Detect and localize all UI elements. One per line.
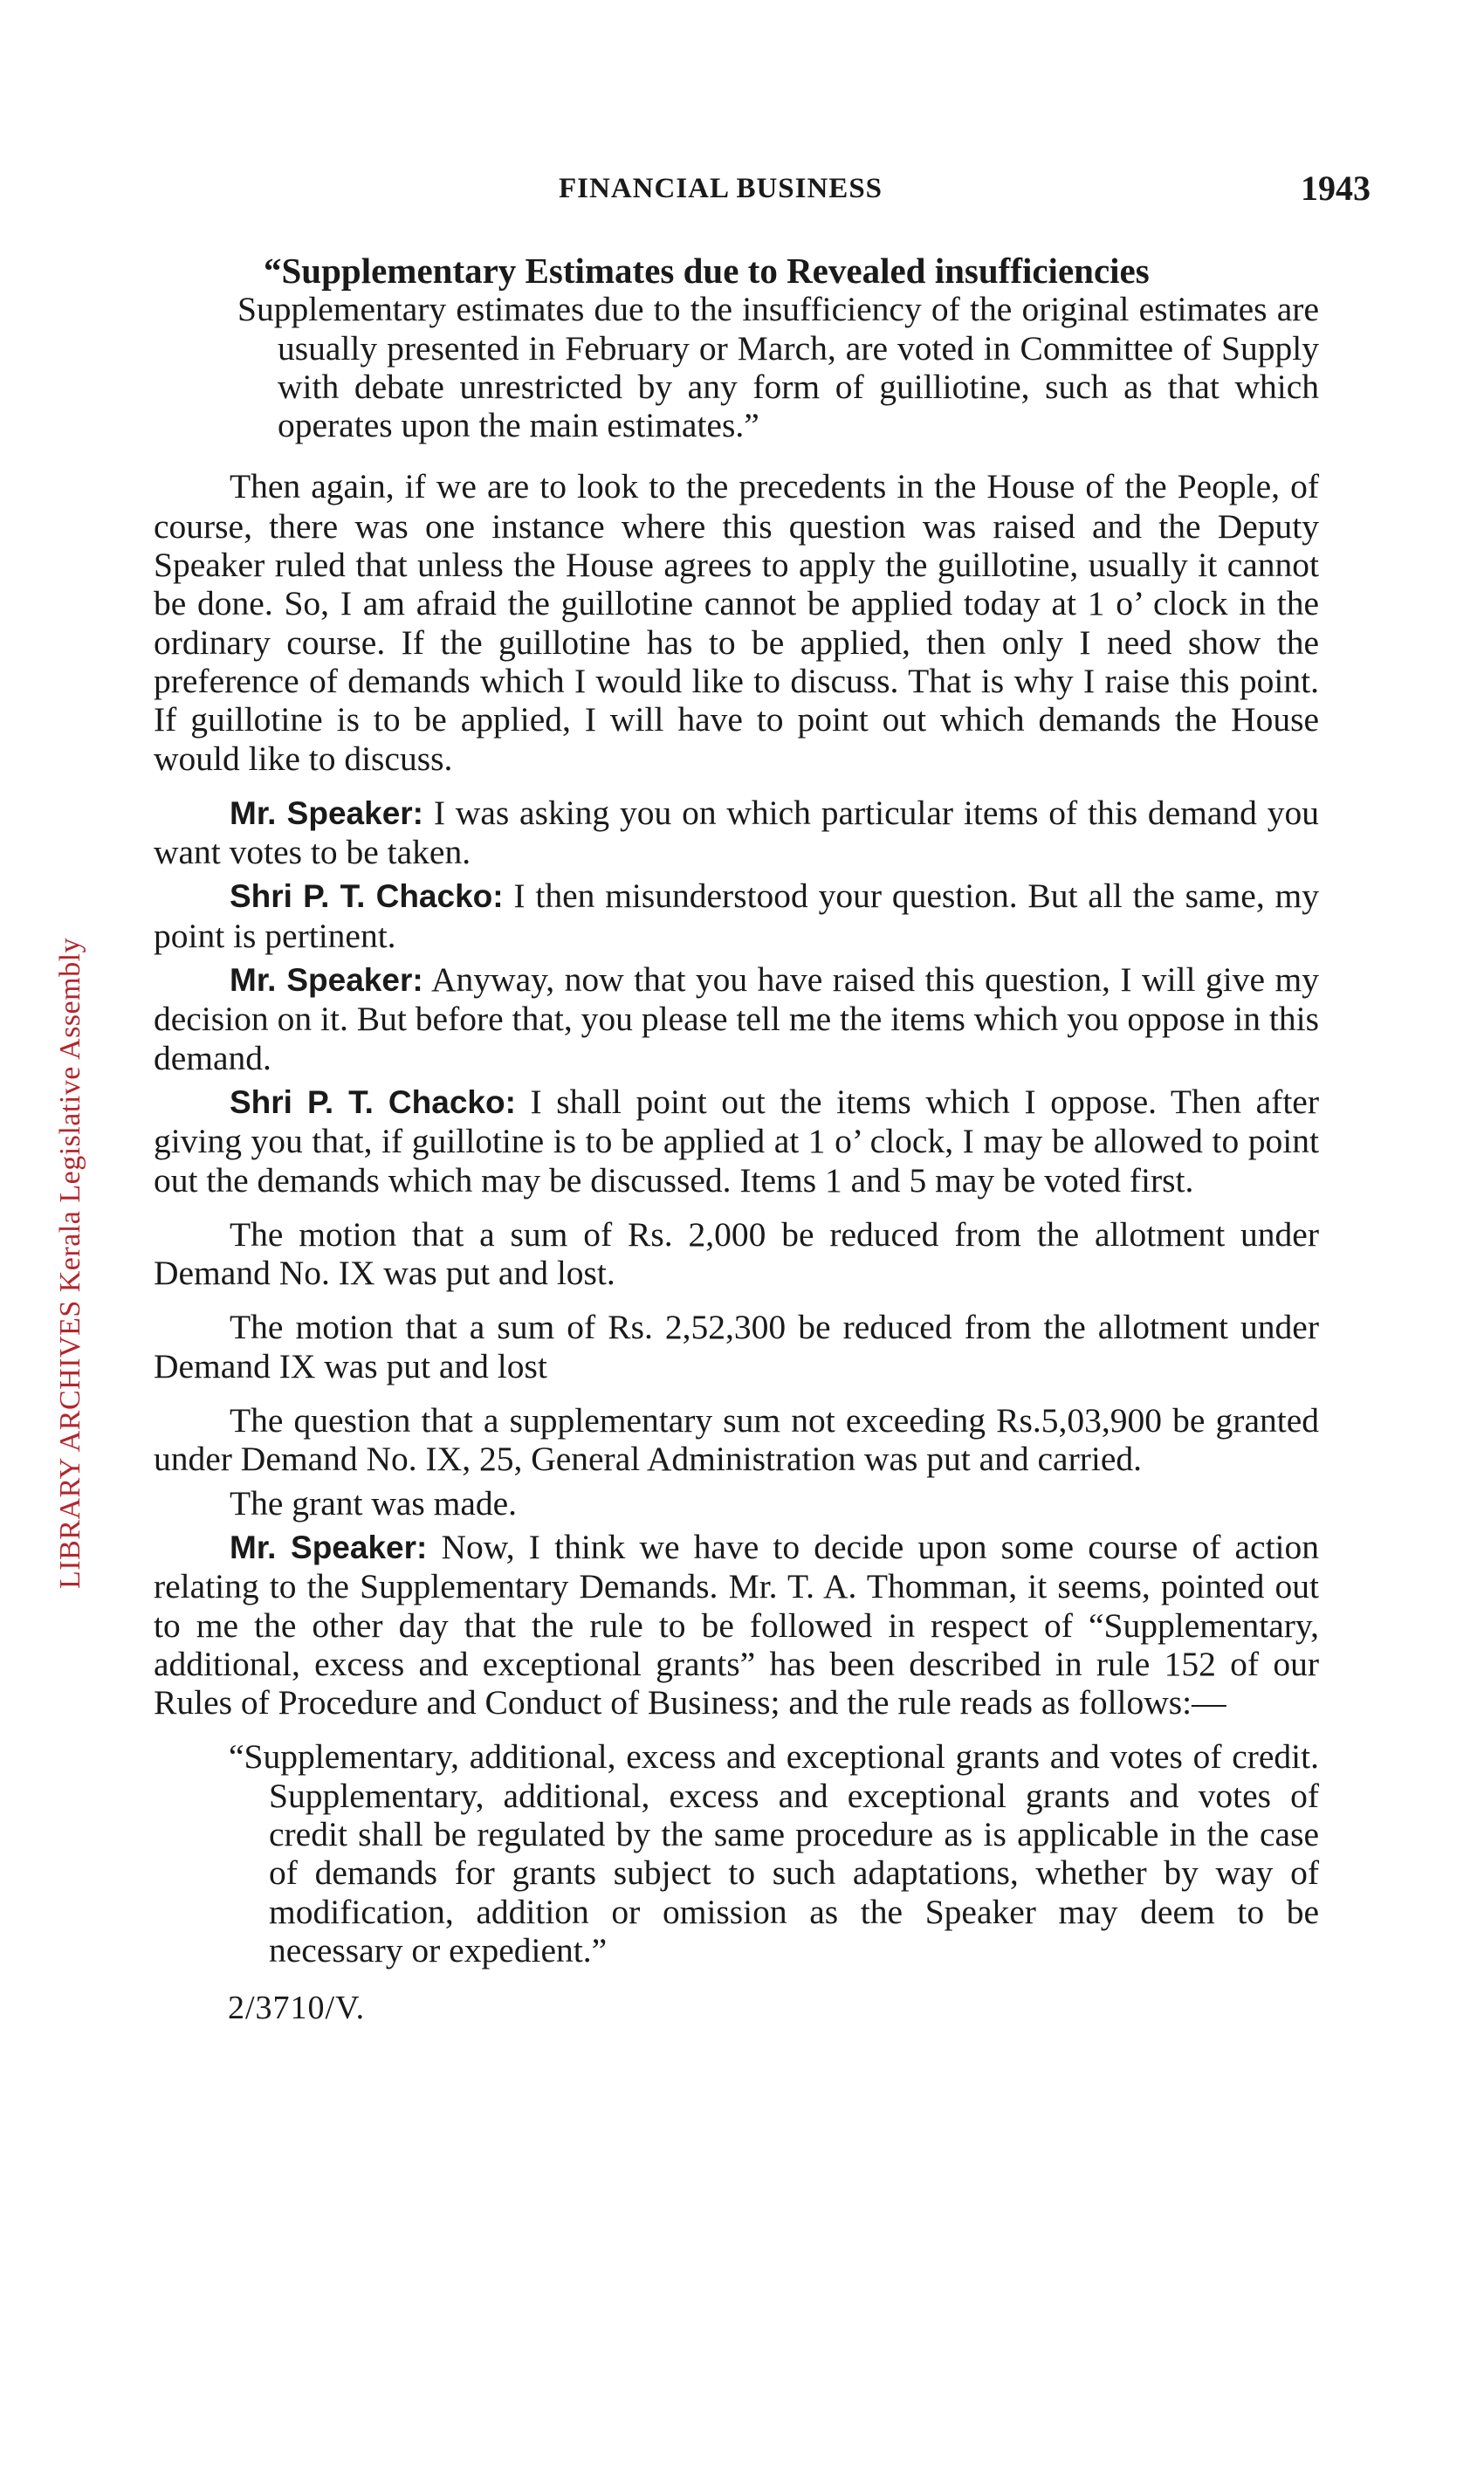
paragraph-text: The grant was made.	[230, 1483, 518, 1523]
paragraph-text: I then misunderstood your question. But all the same, my point is pertinent.	[154, 877, 1319, 955]
paragraph-text: The question that a supplementary sum not exceeding Rs.5,03,900 be granted under Demand No. IX, 25, General Administration was put and carried.	[154, 1401, 1319, 1479]
paragraph-text: Then again, if we are to look to the precedents in the House of the People, of course, there was one instance where this question was raised and the Deputy Speaker ruled that unless the House agrees to apply the guillotine, usually it cannot be done. So, I am afraid the guillotine cannot be applied today at 1 o’ clock in the ordinary course. If the guillotine has to be applied, then only I need show the preference of demands which I would like to discuss. That is why I raise this point. If guillotine is to be applied, I will have to point out which demands the House would like to discuss.	[154, 467, 1319, 778]
paragraph-8	[154, 1401, 1319, 1479]
quote-title: “Supplementary Estimates due to Revealed insufficiencies	[264, 251, 1150, 291]
speaker-label: Mr. Speaker:	[230, 794, 423, 831]
paragraph-text: The motion that a sum of Rs. 2,52,300 be reduced from the allotment under Demand IX was put and lost	[154, 1308, 1319, 1385]
archive-watermark: LIBRARY ARCHIVES Kerala Legislative Assembly	[54, 937, 86, 1589]
paragraph-5	[154, 1083, 1319, 1200]
paragraph-text: I was asking you on which particular items of this demand you want votes to be taken.	[154, 793, 1319, 872]
paragraph-7	[154, 1308, 1319, 1385]
paragraph-1	[154, 467, 1319, 777]
quote-body: Supplementary estimates due to the insufficiency of the original estimates are usually presented in February or March, are voted in Committee of Supply with debate unrestricted by any form of guilliotine, such as that which operates upon the main estimates.”	[237, 290, 1319, 445]
paragraph-text: Anyway, now that you have raised this question, I will give my decision on it. But before that, you please tell me the items which you oppose in this demand.	[154, 960, 1319, 1077]
speaker-label: Mr. Speaker:	[230, 962, 423, 999]
page-number: 1943	[1301, 168, 1371, 208]
paragraph-6	[154, 1215, 1319, 1293]
running-head: FINANCIAL BUSINESS	[559, 173, 883, 204]
print-code: 2/3710/V.	[228, 1990, 366, 2027]
paragraph-9	[154, 1484, 1319, 1523]
paragraph-2	[154, 794, 1319, 872]
paragraph-10	[154, 1528, 1319, 1722]
paragraph-4	[154, 960, 1319, 1077]
speaker-label: Shri P. T. Chacko:	[230, 1083, 516, 1120]
paragraph-text: The motion that a sum of Rs. 2,000 be reduced from the allotment under Demand No. IX was put and lost.	[154, 1214, 1319, 1293]
rule-quote: “Supplementary, additional, excess and exceptional grants and votes of credit. Supplementary, additional, excess and exceptional grants and votes of credit shall be regulated by the same procedure as is applicable in the case of demands for grants subject to such adaptations, whether by way of modification, addition or omission as the Speaker may deem to be necessary or expedient.”	[229, 1737, 1319, 1970]
speaker-label: Shri P. T. Chacko:	[230, 878, 504, 915]
paragraph-text: I shall point out the items which I oppose. Then after giving you that, if guillotine is to be applied at 1 o’ clock, I may be allowed to point out the demands which may be discussed. Items 1 and 5 may be voted first.	[154, 1082, 1319, 1200]
page-body	[154, 251, 1319, 2027]
paragraph-text: Now, I think we have to decide upon some course of action relating to the Supplementary Demands. Mr. T. A. Thomman, it seems, pointed out to me the other day that the rule to be followed in respect of “Supplementary, additional, excess and exceptional grants” has been described in rule 152 of our Rules of Procedure and Conduct of Business; and the rule reads as follows:—	[154, 1527, 1320, 1722]
paragraph-3	[154, 877, 1319, 955]
speaker-label: Mr. Speaker:	[230, 1529, 428, 1565]
